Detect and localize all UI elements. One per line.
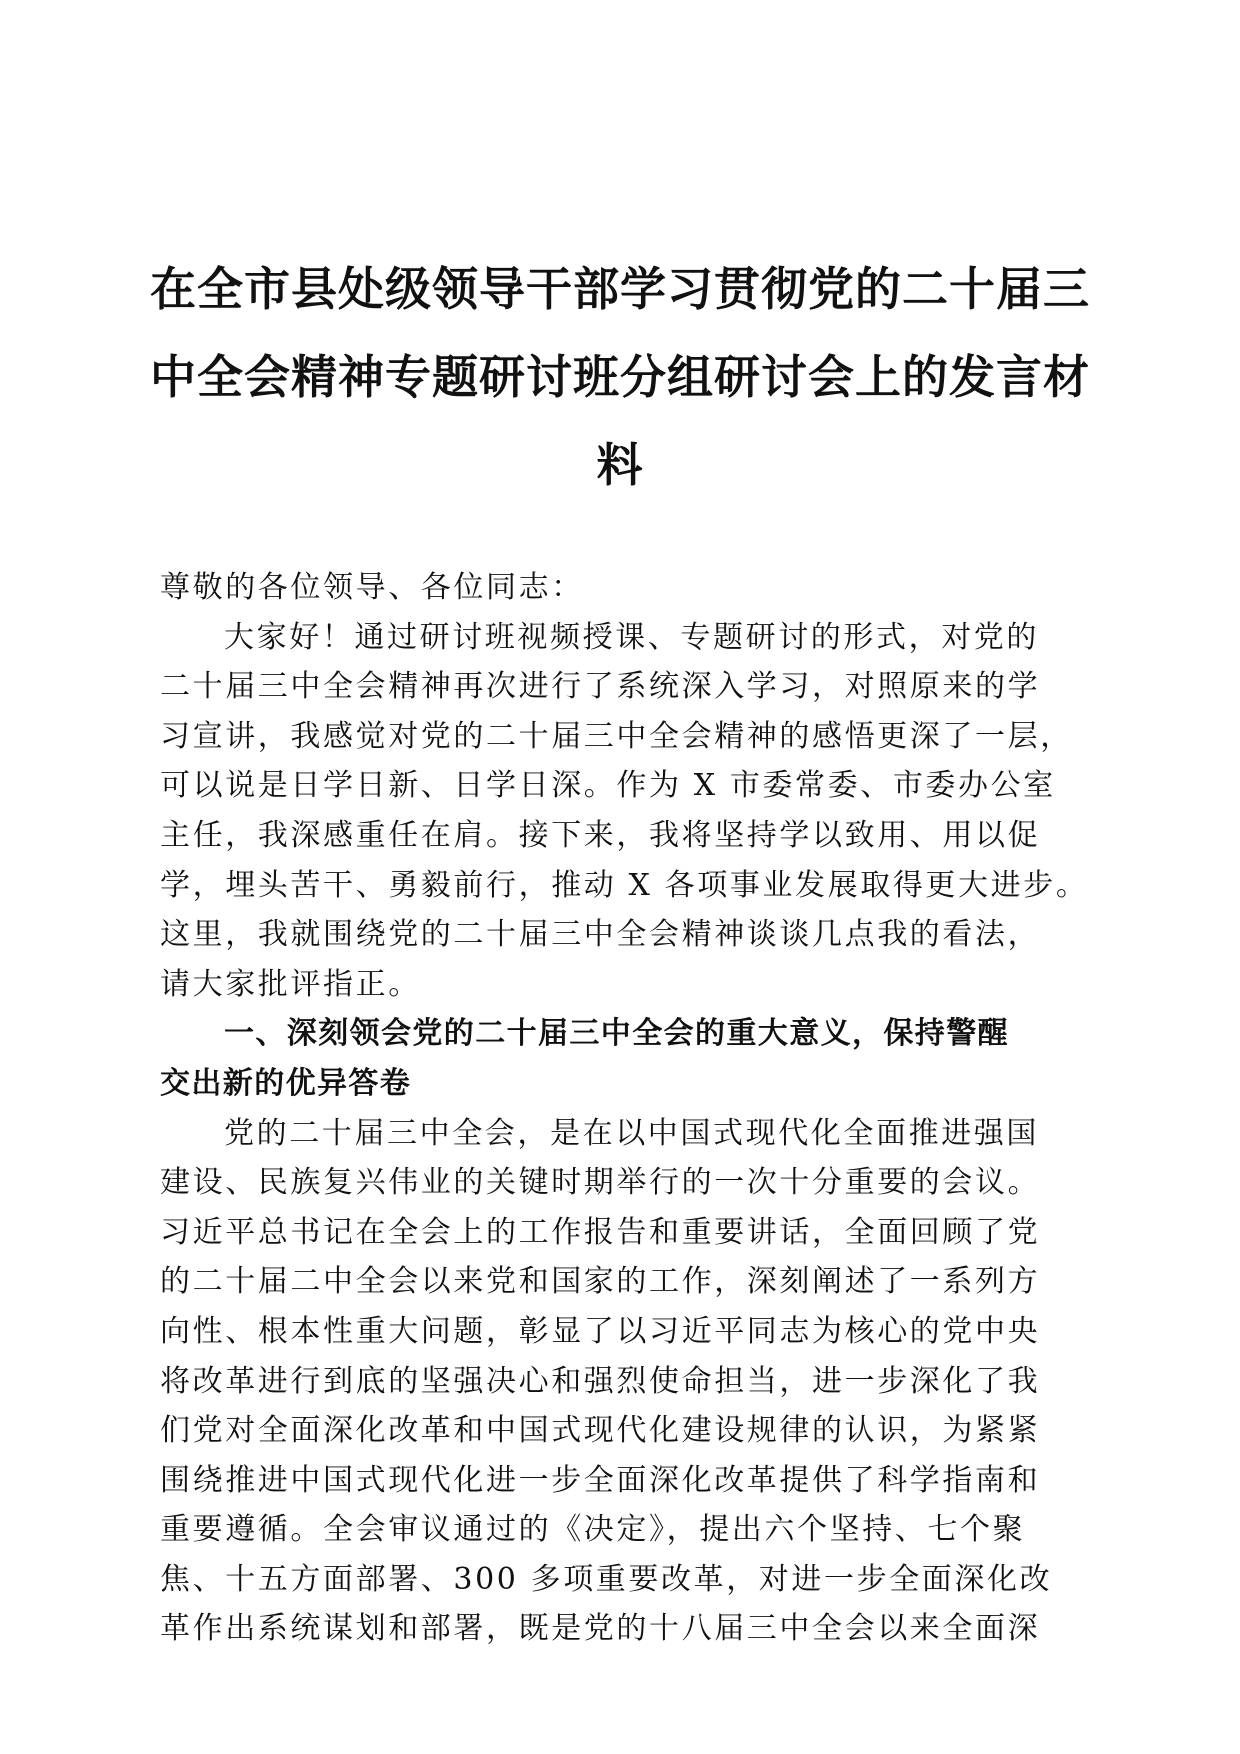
paragraph-2-line: 建设、民族复兴伟业的关键时期举行的一次十分重要的会议。: [160, 1165, 1041, 1201]
section-heading-1: [160, 1009, 1080, 1108]
document-body: [160, 563, 1089, 1654]
paragraph-2-line: 向性、根本性重大问题，彰显了以习近平同志为核心的党中央: [160, 1313, 1041, 1349]
salutation: 尊敬的各位领导、各位同志：: [160, 570, 584, 605]
paragraph-2-line: 焦、十五方面部署、300 多项重要改革，对进一步全面深化改: [160, 1561, 1053, 1597]
paragraph-2-line: 们党对全面深化改革和中国式现代化建设规律的认识，为紧紧: [160, 1413, 1041, 1449]
paragraph-2-line: 围绕推进中国式现代化进一步全面深化改革提供了科学指南和: [160, 1462, 1041, 1498]
section-heading-line: 一、深刻领会党的二十届三中全会的重大意义，保持警醒: [224, 1016, 1009, 1052]
paragraph-1-line: 主任，我深感重任在肩。接下来，我将坚持学以致用、用以促: [160, 817, 1041, 853]
paragraph-1-line: 可以说是日学日新、日学日深。作为 X 市委常委、市委办公室: [160, 768, 1056, 804]
title-line-3: 料: [596, 438, 644, 492]
paragraph-2-line: 习近平总书记在全会上的工作报告和重要讲话，全面回顾了党: [160, 1214, 1041, 1250]
paragraph-1-line: 学，埋头苦干、勇毅前行，推动 X 各项事业发展取得更大进步。: [160, 867, 1089, 903]
document-title: [150, 245, 1090, 509]
paragraph-1-line: 这里，我就围绕党的二十届三中全会精神谈谈几点我的看法，: [160, 917, 1041, 953]
title-line-1: 在全市县处级领导干部学习贯彻党的二十届三: [150, 262, 1090, 316]
paragraph-2-line: 重要遵循。全会审议通过的《决定》，提出六个坚持、七个聚: [160, 1512, 1026, 1548]
paragraph-2: [160, 1109, 1080, 1655]
section-heading-line: 交出新的优异答卷: [160, 1065, 412, 1101]
paragraph-1-line: 请大家批评指正。: [160, 966, 421, 1002]
paragraph-1-line: 大家好！通过研讨班视频授课、专题研讨的形式，对党的: [224, 619, 1039, 655]
paragraph-2-line: 的二十届二中全会以来党和国家的工作，深刻阐述了一系列方: [160, 1264, 1041, 1300]
title-line-2: 中全会精神专题研讨班分组研讨会上的发言材: [150, 350, 1090, 404]
paragraph-1-line: 习宣讲，我感觉对党的二十届三中全会精神的感悟更深了一层，: [160, 718, 1073, 754]
paragraph-2-line: 党的二十届三中全会，是在以中国式现代化全面推进强国: [224, 1115, 1039, 1151]
paragraph-2-line: 将改革进行到底的坚强决心和强烈使命担当，进一步深化了我: [160, 1363, 1041, 1399]
paragraph-1-line: 二十届三中全会精神再次进行了系统深入学习，对照原来的学: [160, 669, 1041, 705]
paragraph-2-line: 革作出系统谋划和部署，既是党的十八届三中全会以来全面深: [160, 1611, 1041, 1647]
paragraph-1: [160, 613, 1089, 1010]
